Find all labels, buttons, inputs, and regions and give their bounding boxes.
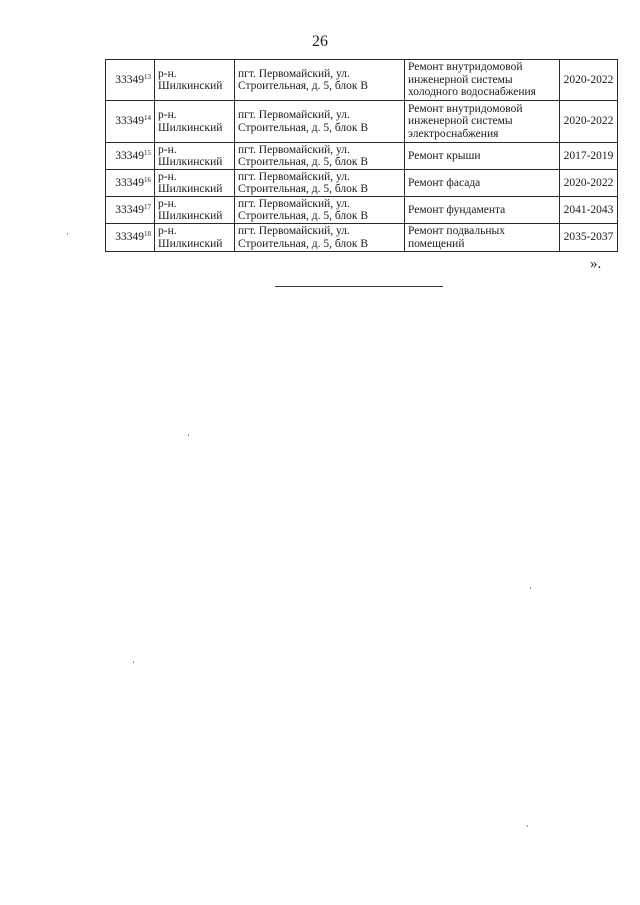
record-number: 33349 [115,203,144,216]
address-line: Строительная, д. 5, блок В [238,80,369,92]
district-cell [155,197,235,224]
district-prefix: р-н. [158,170,177,183]
district-cell [155,143,235,170]
address-line: Строительная, д. 5, блок В [238,237,369,250]
district-prefix: р-н. [158,67,177,80]
record-number: 33349 [115,149,144,162]
table-row [106,101,618,143]
record-number-superscript: 16 [144,175,151,184]
table-row [106,60,618,101]
work-type-line: Ремонт крыши [408,149,481,162]
address-line: пгт. Первомайский, ул. [238,143,350,156]
district-name: Шилкинский [158,237,223,250]
record-number-cell [106,60,155,101]
work-type-cell [405,170,560,197]
record-number: 33349 [115,176,144,189]
address-line: пгт. Первомайский, ул. [238,109,350,121]
address-cell [235,197,405,224]
address-line: пгт. Первомайский, ул. [238,197,350,210]
district-prefix: р-н. [158,109,177,121]
district-cell [155,224,235,252]
district-name: Шилкинский [158,121,223,134]
district-cell [155,101,235,143]
scan-speck [527,825,528,827]
period-cell: 2020-2022 [560,101,618,143]
address-cell [235,143,405,170]
work-type-line: Ремонт внутридомовой [408,61,523,74]
work-type-cell [405,143,560,170]
district-cell [155,60,235,101]
record-number-cell [106,170,155,197]
record-number-superscript: 18 [144,230,151,239]
scan-speck [67,233,68,235]
record-number-cell [106,101,155,143]
period-cell: 2041-2043 [560,197,618,224]
repair-schedule-table [105,59,618,252]
record-number-superscript: 17 [144,202,151,211]
period-cell: 2020-2022 [560,60,618,101]
work-type-cell [405,197,560,224]
address-line: Строительная, д. 5, блок В [238,183,369,195]
address-line: Строительная, д. 5, блок В [238,210,369,222]
record-number-cell [106,143,155,170]
page-number: 26 [312,33,328,50]
work-type-cell [405,224,560,252]
district-prefix: р-н. [158,225,177,237]
scan-speck [530,587,531,589]
address-cell [235,101,405,143]
work-type-line: Ремонт фасада [408,176,481,189]
district-name: Шилкинский [158,210,223,222]
period-cell: 2035-2037 [560,224,618,252]
work-type-cell [405,60,560,101]
work-type-cell [405,101,560,143]
record-number-superscript: 14 [144,114,151,123]
record-number: 33349 [115,231,144,244]
address-line: пгт. Первомайский, ул. [238,170,350,183]
work-type-line: электроснабжения [408,127,499,140]
table-row [106,224,618,252]
address-line: Строительная, д. 5, блок В [238,156,369,168]
end-of-document-line [275,286,443,287]
address-cell [235,170,405,197]
address-cell [235,60,405,101]
work-type-line: холодного водоснабжения [408,86,536,99]
address-line: пгт. Первомайский, ул. [238,67,350,80]
record-number: 33349 [115,73,144,86]
scan-speck [188,434,189,436]
period-cell: 2017-2019 [560,143,618,170]
table-row [106,143,618,170]
address-line: Строительная, д. 5, блок В [238,121,369,134]
table-row [106,170,618,197]
record-number-superscript: 15 [144,148,151,157]
district-name: Шилкинский [158,183,223,195]
work-type-line: Ремонт подвальных [408,225,505,237]
record-number-superscript: 13 [144,72,151,81]
district-name: Шилкинский [158,80,223,92]
record-number: 33349 [115,115,144,128]
record-number-cell [106,224,155,252]
closing-quote-mark: ». [590,256,602,272]
work-type-line: помещений [408,237,465,250]
address-cell [235,224,405,252]
scan-speck [133,661,134,663]
work-type-line: Ремонт фундамента [408,203,506,216]
address-line: пгт. Первомайский, ул. [238,225,350,237]
district-name: Шилкинский [158,156,223,168]
work-type-line: инженерной системы [408,115,513,128]
record-number-cell [106,197,155,224]
period-cell: 2020-2022 [560,170,618,197]
table-row [106,197,618,224]
district-cell [155,170,235,197]
district-prefix: р-н. [158,143,177,156]
work-type-line: Ремонт внутридомовой [408,102,523,115]
work-type-line: инженерной системы [408,73,513,86]
district-prefix: р-н. [158,197,177,210]
